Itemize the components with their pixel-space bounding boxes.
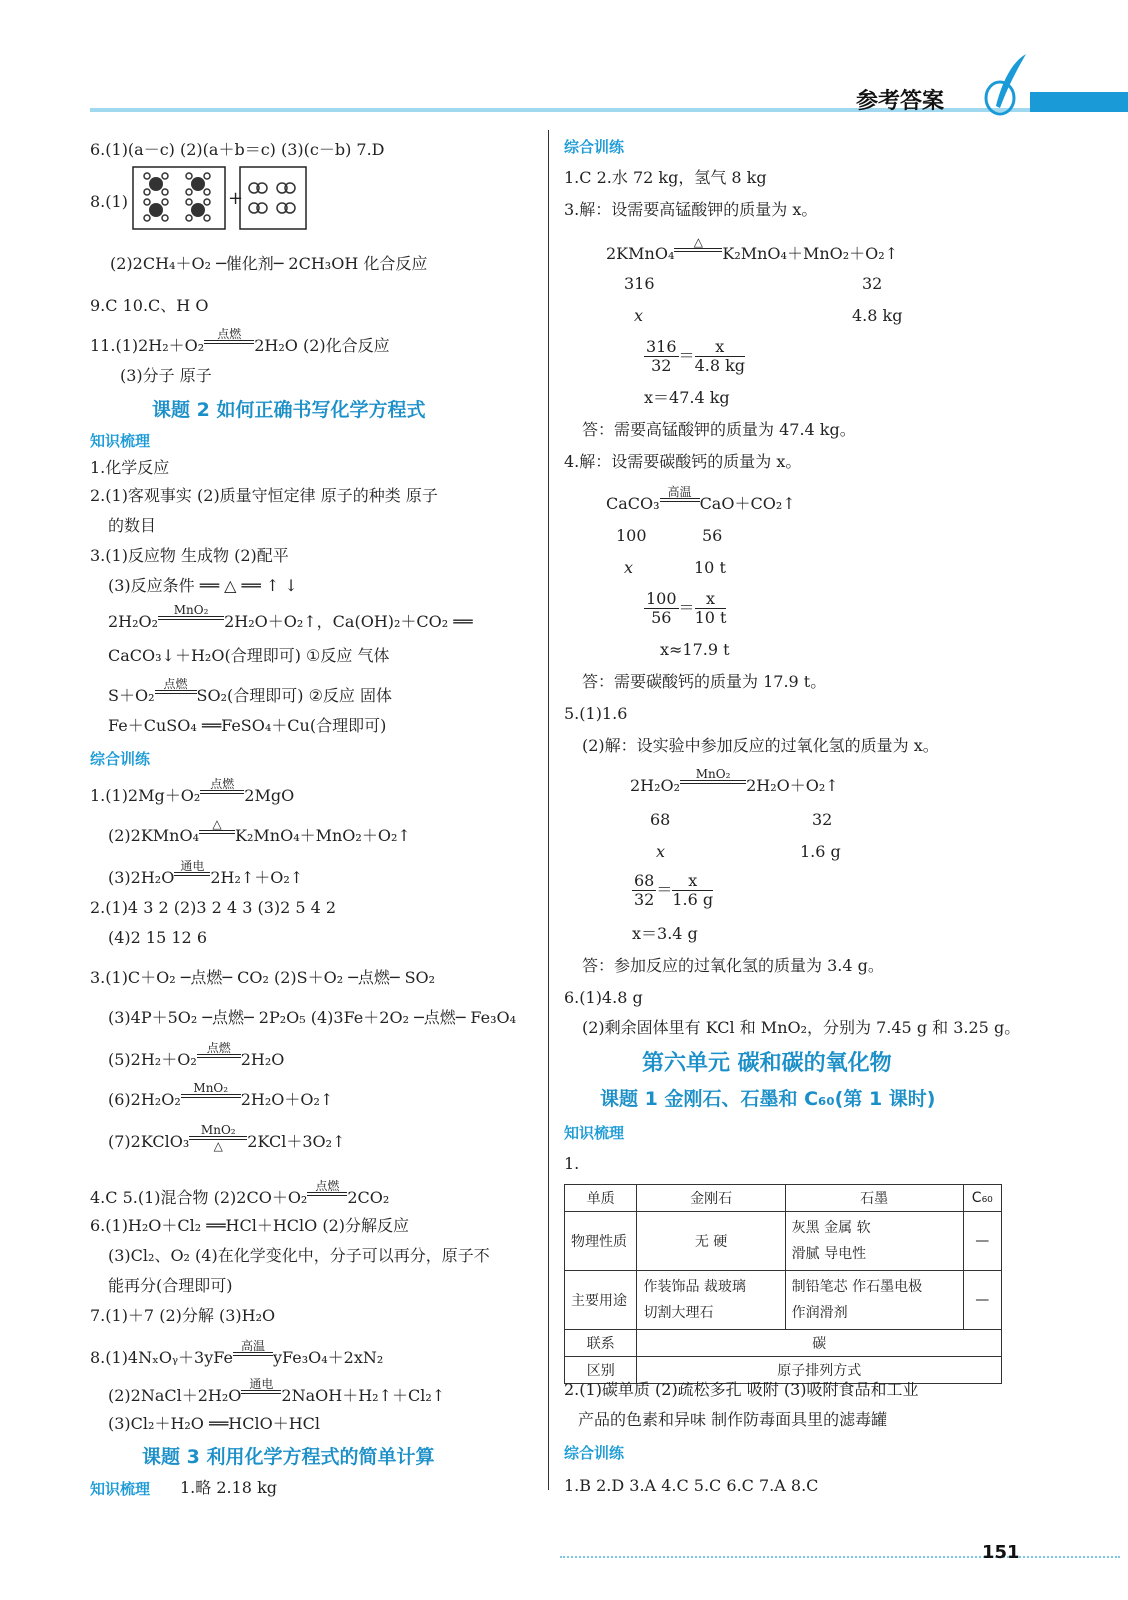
table-cell-line: 灰黑 金属 软 <box>791 1220 871 1236</box>
k-2a: 2.(1)客观事实 (2)质量守恒定律 原子的种类 原子 <box>90 486 438 505</box>
table-cell-line: 滑腻 导电性 <box>791 1246 867 1262</box>
r-3-answer: 答：需要高锰酸钾的质量为 47.4 kg。 <box>582 420 856 439</box>
fraction-denominator: 10 t <box>694 608 727 627</box>
table-cell: C₆₀ <box>963 1185 1001 1212</box>
section-knowledge-right: 知识梳理 <box>564 1124 625 1142</box>
table-cell <box>785 1271 963 1330</box>
k-2b: 的数目 <box>108 516 157 535</box>
eq-left: (2)2NaCl＋2H₂O <box>108 1386 242 1405</box>
eq-condition: MnO₂ <box>695 767 731 781</box>
eq-condition: MnO₂ <box>173 603 209 617</box>
eq-right: K₂MnO₄＋MnO₂＋O₂↑ <box>235 826 411 845</box>
table-cell: 主要用途 <box>565 1271 637 1330</box>
t-8-1 <box>90 1340 383 1368</box>
r-5-x: x <box>656 842 666 861</box>
k-3d: CaCO₃↓＋H₂O(合理即可) ①反应 气体 <box>108 646 390 665</box>
t-6b: (3)Cl₂、O₂ (4)在化学变化中，分子可以再分，原子不 <box>108 1246 490 1265</box>
table-row <box>565 1212 1002 1271</box>
r-5-answer: 答：参加反应的过氧化氢的质量为 3.4 g。 <box>582 956 884 975</box>
eq-left: CaCO₃ <box>606 494 660 513</box>
eq-right: 2MgO <box>244 786 295 805</box>
eq-right: K₂MnO₄＋MnO₂＋O₂↑ <box>722 244 899 263</box>
r-4-result: x≈17.9 t <box>660 640 730 659</box>
eq-right: yFe₃O₄＋2xN₂ <box>272 1348 384 1367</box>
t-3-7 <box>108 1124 345 1152</box>
eq-left: (2)2KMnO₄ <box>108 826 200 845</box>
t-1-3 <box>108 860 303 888</box>
section-knowledge-2: 知识梳理 <box>90 1480 151 1498</box>
feather-pen-icon <box>982 52 1032 118</box>
r-5-result: x＝3.4 g <box>632 924 698 943</box>
r-6-1: 6.(1)4.8 g <box>564 988 643 1007</box>
fraction-numerator: x <box>695 338 745 357</box>
r-3: 3.解：设需要高锰酸钾的质量为 x。 <box>564 200 818 219</box>
answer-11-3: (3)分子 原子 <box>120 366 212 385</box>
r-5-proportion: $\frac{68}{32}$ ＝ $\frac{x}{1.6 g}$ <box>634 871 714 909</box>
section-training: 综合训练 <box>90 750 151 768</box>
table-cell: — <box>963 1271 1001 1330</box>
eq-condition: 点燃 <box>217 327 242 341</box>
t-8-3: (3)Cl₂＋H₂O ══HClO＋HCl <box>108 1414 321 1433</box>
r-5-mass2: 32 <box>812 810 833 829</box>
eq-condition: 点燃 <box>210 777 235 791</box>
r-3-proportion: $\frac{316}{32}$ ＝ $\frac{x}{4.8 kg}$ <box>646 337 746 375</box>
table-cell: 无 硬 <box>637 1212 785 1271</box>
r-3-mass1: 316 <box>624 274 655 293</box>
fraction-numerator: 68 <box>634 871 655 890</box>
header-band <box>90 108 1128 112</box>
fraction-denominator: 4.8 kg <box>694 356 746 375</box>
eq-left: 2H₂O₂ <box>108 612 159 631</box>
eq-right: 2H₂↑＋O₂↑ <box>210 868 304 887</box>
r-3-val: 4.8 kg <box>852 306 903 325</box>
footer-dotted-line <box>560 1556 1120 1558</box>
eq-right: SO₂(合理即可) ②反应 固体 <box>196 686 392 705</box>
svg-text:+: + <box>228 188 244 209</box>
fraction-numerator: 100 <box>646 589 677 608</box>
r-1-2: 1.C 2.水 72 kg，氢气 8 kg <box>564 168 767 187</box>
section-training-right: 综合训练 <box>564 138 625 156</box>
eq-left: (5)2H₂＋O₂ <box>108 1050 197 1069</box>
k-3f: Fe＋CuSO₄ ══FeSO₄＋Cu(合理即可) <box>108 716 387 735</box>
k-3b: (3)反应条件 ══ △ ══ ↑ ↓ <box>108 576 298 595</box>
table-header-row <box>565 1185 1002 1212</box>
eq-left: S＋O₂ <box>108 686 155 705</box>
t-1-1 <box>90 778 294 806</box>
r-4-x: x <box>624 558 634 577</box>
table-row <box>565 1330 1002 1357</box>
eq-left: (7)2KClO₃ <box>108 1132 190 1151</box>
table-cell: 联系 <box>565 1330 637 1357</box>
fraction-denominator: 56 <box>651 608 672 627</box>
eq-left: 1.(1)2Mg＋O₂ <box>90 786 201 805</box>
t-8-2 <box>108 1378 445 1406</box>
eq-condition: 高温 <box>667 485 692 499</box>
page-number: 151 <box>982 1542 1020 1563</box>
lesson-1-title: 课题 1 金刚石、石墨和 C₆₀(第 1 课时) <box>600 1088 936 1110</box>
r-4-eq <box>606 486 796 514</box>
r-5-mass1: 68 <box>650 810 671 829</box>
r-6-2: (2)剩余固体里有 KCl 和 MnO₂，分别为 7.45 g 和 3.25 g。 <box>582 1018 1021 1037</box>
fraction-numerator: 316 <box>646 337 677 356</box>
k-last: 1.略 2.18 kg <box>180 1478 278 1497</box>
t-3-1: 3.(1)C＋O₂ ─点燃─ CO₂ (2)S＋O₂ ─点燃─ SO₂ <box>90 968 436 987</box>
eq-condition: MnO₂ <box>200 1123 236 1137</box>
eq-condition-below: △ <box>213 1139 223 1153</box>
r-4-mass1: 100 <box>616 526 647 545</box>
eq-right: 2CO₂ <box>347 1188 390 1207</box>
eq-condition: △ <box>693 235 703 249</box>
r-k-1: 1. <box>564 1154 580 1173</box>
fraction-denominator: 1.6 g <box>672 890 714 909</box>
table-cell: 石墨 <box>785 1185 963 1212</box>
eq-condition: MnO₂ <box>193 1081 229 1095</box>
column-divider <box>548 130 549 1490</box>
r-4: 4.解：设需要碳酸钙的质量为 x。 <box>564 452 802 471</box>
table-cell-line: 作装饰品 裁玻璃 <box>643 1279 746 1295</box>
t-4-5 <box>90 1180 389 1208</box>
r-k-2b: 产品的色素和异味 制作防毒面具里的滤毒罐 <box>578 1410 888 1429</box>
eq-right: 2NaOH＋H₂↑＋Cl₂↑ <box>281 1386 446 1405</box>
fraction-denominator: 32 <box>634 890 655 909</box>
eq-condition: 点燃 <box>206 1041 231 1055</box>
fraction-numerator: x <box>672 872 713 891</box>
table-cell <box>637 1271 785 1330</box>
table-cell: 单质 <box>565 1185 637 1212</box>
lesson-3-title: 课题 3 利用化学方程式的简单计算 <box>142 1446 435 1468</box>
lesson-2-title: 课题 2 如何正确书写化学方程式 <box>152 399 426 421</box>
answer-8-label: 8.(1) <box>90 192 128 211</box>
k-3e <box>108 678 392 706</box>
r-3-result: x＝47.4 kg <box>644 388 730 407</box>
answer-6-7: 6.(1)(a－c) (2)(a＋b＝c) (3)(c－b) 7.D <box>90 140 385 159</box>
table-cell: 碳 <box>637 1330 1002 1357</box>
k-3a: 3.(1)反应物 生成物 (2)配平 <box>90 546 289 565</box>
eq-right: 2H₂O <box>240 1050 285 1069</box>
answer-8-2: (2)2CH₄＋O₂ ─催化剂─ 2CH₃OH 化合反应 <box>110 254 428 273</box>
eq-condition: △ <box>212 817 222 831</box>
carbon-properties-table <box>564 1184 1002 1384</box>
k-3c <box>108 604 473 632</box>
molecule-diagram <box>132 166 308 232</box>
r-5-val: 1.6 g <box>800 842 841 861</box>
eq-left: 2H₂O₂ <box>630 776 681 795</box>
table-cell: 物理性质 <box>565 1212 637 1271</box>
r-5-2: (2)解：设实验中参加反应的过氧化氢的质量为 x。 <box>582 736 939 755</box>
r-5-eq <box>630 768 839 796</box>
answer-9-10: 9.C 10.C、H O <box>90 296 209 315</box>
r-3-mass2: 32 <box>862 274 883 293</box>
section-knowledge: 知识梳理 <box>90 432 151 450</box>
t-2b: (4)2 15 12 6 <box>108 928 207 947</box>
t-7: 7.(1)＋7 (2)分解 (3)H₂O <box>90 1306 276 1325</box>
eq-left: 11.(1)2H₂＋O₂ <box>90 336 205 355</box>
eq-right: 2H₂O (2)化合反应 <box>254 336 390 355</box>
r-4-proportion: $\frac{100}{56}$ ＝ $\frac{x}{10 t}$ <box>646 589 727 627</box>
unit-6-title: 第六单元 碳和碳的氧化物 <box>642 1051 892 1076</box>
table-cell: 原子排列方式 <box>637 1357 1002 1384</box>
r-4-val: 10 t <box>694 558 726 577</box>
t-3-5 <box>108 1042 284 1070</box>
eq-left: (6)2H₂O₂ <box>108 1090 181 1109</box>
answer-11-1 <box>90 328 390 356</box>
t-1-2 <box>108 818 411 846</box>
eq-right: 2H₂O＋O₂↑ <box>746 776 839 795</box>
eq-left: (3)2H₂O <box>108 868 175 887</box>
eq-condition: 通电 <box>180 859 205 873</box>
eq-right: 2H₂O＋O₂↑ <box>240 1090 334 1109</box>
t-3-3: (3)4P＋5O₂ ─点燃─ 2P₂O₅ (4)3Fe＋2O₂ ─点燃─ Fe₃O₄ <box>108 1008 517 1027</box>
t-3-6 <box>108 1082 333 1110</box>
header-title: 参考答案 <box>856 89 945 114</box>
r-4-mass2: 56 <box>702 526 723 545</box>
header-band-dark <box>1030 92 1128 112</box>
t-6c: 能再分(合理即可) <box>108 1276 233 1295</box>
t-2a: 2.(1)4 3 2 (2)3 2 4 3 (3)2 5 4 2 <box>90 898 337 917</box>
r-last: 1.B 2.D 3.A 4.C 5.C 6.C 7.A 8.C <box>564 1476 819 1495</box>
r-4-answer: 答：需要碳酸钙的质量为 17.9 t。 <box>582 672 827 691</box>
table-cell-line: 作润滑剂 <box>791 1305 848 1321</box>
eq-left: 2KMnO₄ <box>606 244 675 263</box>
eq-right: 2KCl＋3O₂↑ <box>247 1132 346 1151</box>
r-3-x: x <box>634 306 644 325</box>
t-6a: 6.(1)H₂O＋Cl₂ ══HCl＋HClO (2)分解反应 <box>90 1216 410 1235</box>
section-training-right-2: 综合训练 <box>564 1444 625 1462</box>
eq-right: 2H₂O＋O₂↑，Ca(OH)₂＋CO₂ ══ <box>224 612 473 631</box>
r-5-1: 5.(1)1.6 <box>564 704 628 723</box>
table-cell: 金刚石 <box>637 1185 785 1212</box>
eq-condition: 点燃 <box>163 677 188 691</box>
k-1: 1.化学反应 <box>90 458 170 477</box>
table-cell-line: 制铅笔芯 作石墨电极 <box>791 1279 923 1295</box>
eq-condition: 通电 <box>249 1377 274 1391</box>
table-cell: 区别 <box>565 1357 637 1384</box>
table-row <box>565 1271 1002 1330</box>
table-cell <box>785 1212 963 1271</box>
eq-right: CaO＋CO₂↑ <box>699 494 796 513</box>
eq-condition: 点燃 <box>315 1179 340 1193</box>
eq-left: 4.C 5.(1)混合物 (2)2CO＋O₂ <box>90 1188 308 1207</box>
table-cell-line: 切割大理石 <box>643 1305 714 1321</box>
r-3-eq <box>606 236 898 264</box>
fraction-denominator: 32 <box>651 356 672 375</box>
eq-condition: 高温 <box>240 1339 265 1353</box>
eq-left: 8.(1)4NₓOᵧ＋3yFe <box>90 1348 233 1367</box>
fraction-numerator: x <box>695 590 727 609</box>
r-k-2a: 2.(1)碳单质 (2)疏松多孔 吸附 (3)吸附食品和工业 <box>564 1380 919 1399</box>
table-cell: — <box>963 1212 1001 1271</box>
